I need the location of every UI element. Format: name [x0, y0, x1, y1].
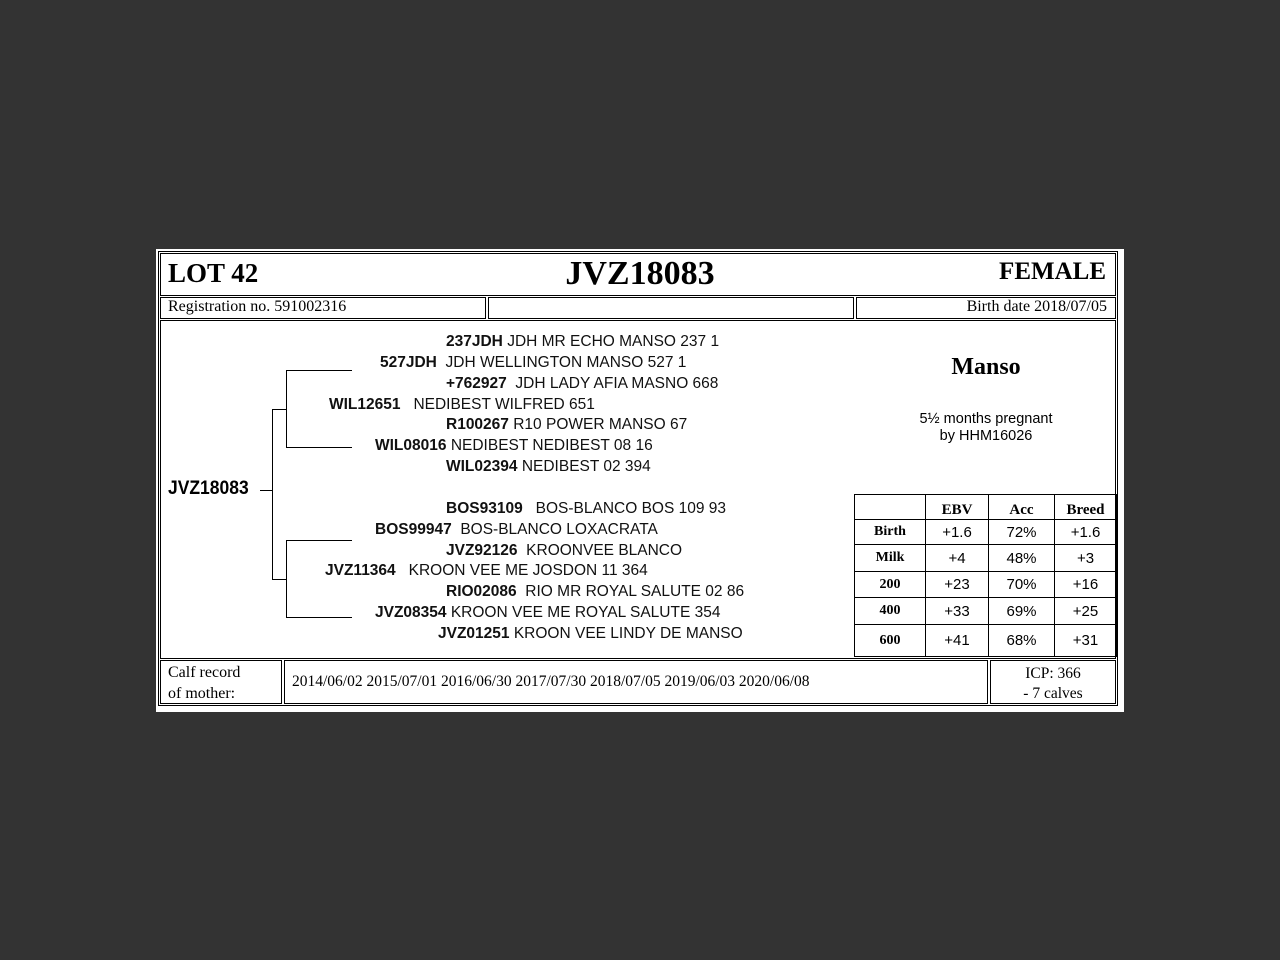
pedigree-line	[260, 490, 272, 491]
pedigree-name: KROON VEE ME ROYAL SALUTE 354	[450, 604, 721, 621]
pedigree-entry	[446, 416, 687, 434]
ebv-row	[855, 520, 1117, 545]
pedigree-entry	[375, 437, 653, 455]
ebv-accuracy: 69%	[989, 598, 1055, 625]
pedigree-entry	[438, 625, 743, 643]
pedigree-code: JVZ08354	[375, 604, 447, 621]
ebv-row	[855, 598, 1117, 625]
pedigree-line	[286, 540, 352, 541]
ebv-row-label: 400	[855, 598, 926, 625]
pregnancy-status	[856, 411, 1116, 445]
pedigree-name: RIO MR ROYAL SALUTE 02 86	[525, 583, 745, 600]
registration-number: Registration no. 591002316	[168, 298, 347, 315]
pedigree-name: KROON VEE LINDY DE MANSO	[513, 625, 743, 642]
ebv-row-label: Birth	[855, 520, 926, 545]
pedigree-entry	[375, 604, 720, 622]
ebv-row-label: 600	[855, 625, 926, 657]
ebv-table	[854, 494, 1117, 657]
ebv-row-label: 200	[855, 572, 926, 598]
pedigree-code: BOS93109	[446, 500, 523, 517]
pedigree-line	[286, 447, 352, 448]
pedigree-name: R10 POWER MANSO 67	[513, 416, 688, 433]
pedigree-code: WIL12651	[329, 396, 401, 413]
pedigree-code: JVZ92126	[446, 542, 518, 559]
pedigree-line	[286, 370, 352, 371]
pedigree-entry	[375, 521, 658, 539]
pedigree-entry	[446, 583, 744, 601]
pregnancy-months: 5½ months pregnant	[919, 411, 1053, 427]
pedigree-line	[286, 617, 352, 618]
ebv-breed-avg: +31	[1055, 625, 1117, 657]
pedigree-name: NEDIBEST WILFRED 651	[413, 396, 595, 413]
ebv-header-ebv: EBV	[926, 495, 989, 520]
calf-record-label-line2: of mother:	[168, 685, 236, 702]
pedigree-name: KROON VEE ME JOSDON 11 364	[408, 562, 648, 579]
calf-count: - 7 calves	[1023, 685, 1083, 702]
animal-id-title: JVZ18083	[565, 255, 715, 292]
pedigree-code: 237JDH	[446, 333, 503, 350]
pedigree-code: RIO02086	[446, 583, 517, 600]
pedigree-entry	[446, 375, 718, 393]
sire-line-name: Manso	[951, 354, 1021, 380]
calf-record-label-line1: Calf record	[168, 664, 241, 681]
pedigree-name: JDH MR ECHO MANSO 237 1	[507, 333, 720, 350]
ebv-row	[855, 572, 1117, 598]
ebv-header-blank	[855, 495, 926, 520]
pedigree-name: JDH WELLINGTON MANSO 527 1	[445, 354, 687, 371]
pedigree-code: JVZ11364	[325, 562, 396, 579]
ebv-value: +1.6	[926, 520, 989, 545]
pedigree-name: KROONVEE BLANCO	[526, 542, 683, 559]
icp-value: ICP: 366	[1025, 665, 1081, 682]
pedigree-code: WIL02394	[446, 458, 518, 475]
ebv-row	[855, 625, 1117, 657]
sex-label: FEMALE	[999, 258, 1106, 285]
blank-box	[488, 297, 854, 319]
ebv-row-label: Milk	[855, 545, 926, 572]
pedigree-name: BOS-BLANCO LOXACRATA	[460, 521, 658, 538]
pedigree-entry	[446, 458, 651, 476]
ebv-accuracy: 48%	[989, 545, 1055, 572]
ebv-value: +41	[926, 625, 989, 657]
lot-number: LOT 42	[168, 258, 259, 288]
pregnancy-sire: by HHM16026	[939, 428, 1033, 444]
pedigree-entry	[446, 333, 719, 351]
ebv-accuracy: 68%	[989, 625, 1055, 657]
pedigree-entry	[329, 396, 595, 414]
ebv-header-row	[855, 495, 1117, 520]
ebv-breed-avg: +25	[1055, 598, 1117, 625]
ebv-header-acc: Acc	[989, 495, 1055, 520]
pedigree-entry	[325, 562, 648, 580]
pedigree-code: WIL08016	[375, 437, 447, 454]
pedigree-name: BOS-BLANCO BOS 109 93	[535, 500, 727, 517]
pedigree-code: R100267	[446, 416, 509, 433]
ebv-breed-avg: +3	[1055, 545, 1117, 572]
birth-date: Birth date 2018/07/05	[966, 298, 1107, 315]
ebv-accuracy: 72%	[989, 520, 1055, 545]
pedigree-code: JVZ01251	[438, 625, 510, 642]
ebv-breed-avg: +16	[1055, 572, 1117, 598]
pedigree-code: 527JDH	[380, 354, 437, 371]
pedigree-entry	[446, 500, 726, 518]
pedigree-line	[286, 540, 287, 618]
ebv-row	[855, 545, 1117, 572]
ebv-accuracy: 70%	[989, 572, 1055, 598]
pedigree-line	[272, 409, 273, 580]
calf-record-dates: 2014/06/02 2015/07/01 2016/06/30 2017/07/30 2018/07/05 2019/06/03 2020/06/08	[292, 673, 810, 690]
ebv-value: +4	[926, 545, 989, 572]
ebv-breed-avg: +1.6	[1055, 520, 1117, 545]
pedigree-code: +762927	[446, 375, 507, 392]
ebv-value: +23	[926, 572, 989, 598]
pedigree-name: JDH LADY AFIA MASNO 668	[515, 375, 719, 392]
ebv-value: +33	[926, 598, 989, 625]
pedigree-name: NEDIBEST NEDIBEST 08 16	[450, 437, 653, 454]
pedigree-subject: JVZ18083	[168, 478, 249, 499]
pedigree-entry	[380, 354, 686, 372]
ebv-header-breed: Breed	[1055, 495, 1117, 520]
pedigree-name: NEDIBEST 02 394	[521, 458, 651, 475]
lot-card	[156, 249, 1124, 712]
pedigree-line	[272, 579, 286, 580]
pedigree-entry	[446, 542, 682, 560]
pedigree-line	[272, 409, 286, 410]
calf-record-label	[168, 662, 278, 704]
pedigree-code: BOS99947	[375, 521, 452, 538]
pedigree-line	[286, 370, 287, 448]
icp-summary	[990, 664, 1116, 704]
